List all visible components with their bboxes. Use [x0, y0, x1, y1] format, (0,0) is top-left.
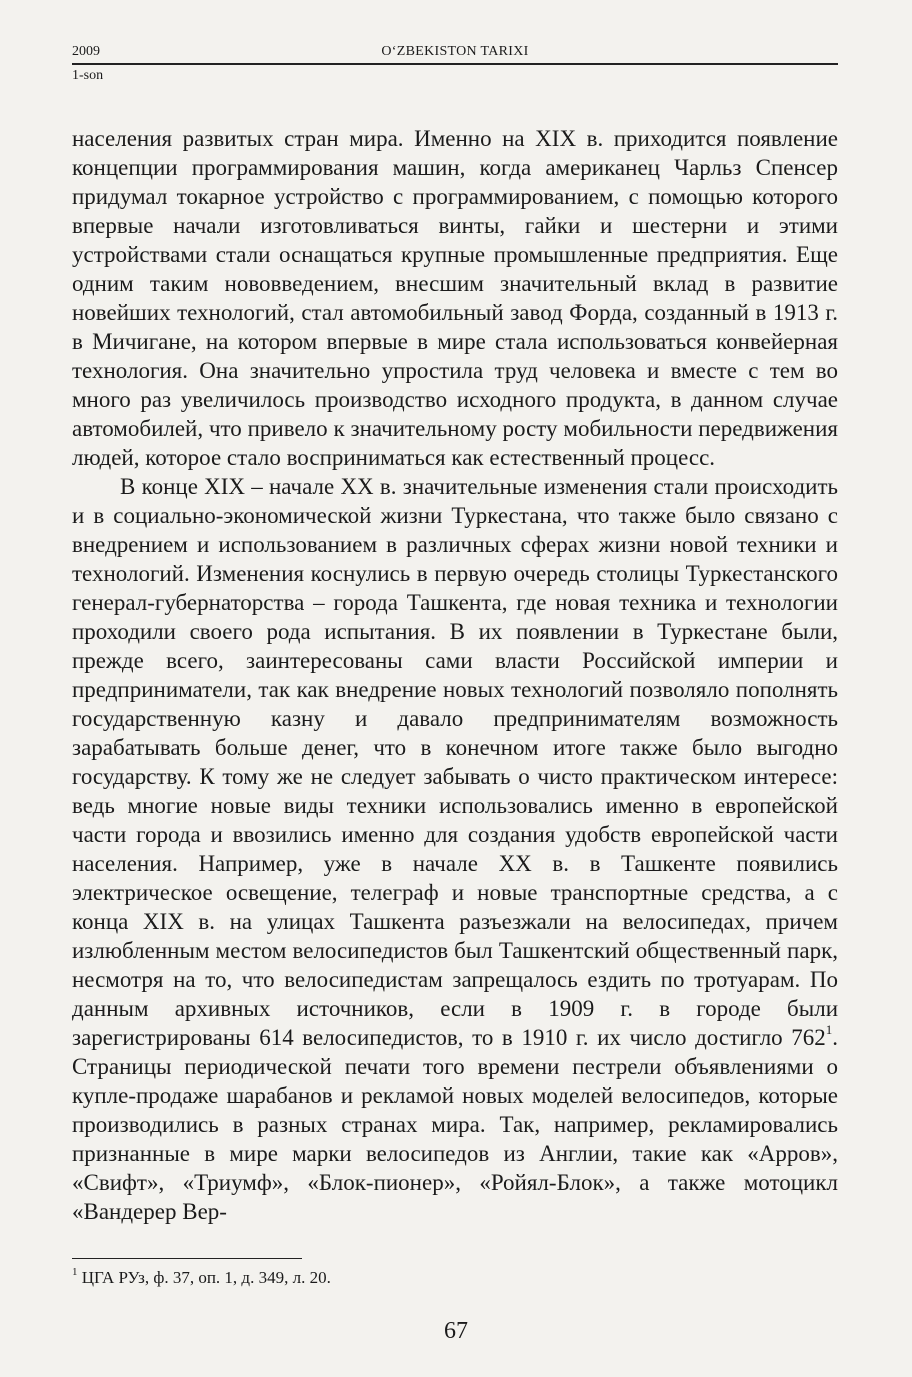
- paragraph-2-part-2: . Страницы периодической печати того времени пестрели объявлениями о купле-продаже шарабанов и рекламой новых моделей велосипедов, которые производились в разных странах мира. Так, например, рекламировались признанные в мире марки велосипедов из Англии, такие как «Арров», «Свифт», «Триумф», «Блок-пионер», «Ройял-Блок», а также мотоцикл «Вандерер Вер-: [72, 1025, 838, 1224]
- footnote-reference[interactable]: 1: [825, 1022, 833, 1038]
- footnote: [72, 1267, 838, 1289]
- journal-title: O‘ZBEKISTON TARIXI: [381, 44, 529, 59]
- header-year: 2009: [72, 44, 100, 59]
- footnote-text: ЦГА РУз, ф. 37, оп. 1, д. 349, л. 20.: [81, 1268, 331, 1287]
- footnote-rule: [72, 1258, 302, 1259]
- paragraph-1: населения развитых стран мира. Именно на XIX в. приходится появление концепции программирования машин, когда американец Чарльз Спенсер придумал токарное устройство с программированием, с помощью которого впервые начали изготовливаться винты, гайки и шестерни и этими устройствами стали оснащаться крупные промышленные предприятия. Еще одним таким нововведением, внесшим значительный вклад в развитие новейших технологий, стал автомобильный завод Форда, созданный в 1913 г. в Мичигане, на котором впервые в мире стала использоваться конвейерная технология. Она значительно упростила труд человека и вместе с тем во много раз увеличилось производство исходного продукта, в данном случае автомобилей, что привело к значительному росту мобильности передвижения людей, которое стало восприниматься как естественный процесс.: [72, 126, 838, 470]
- footnote-marker: 1: [72, 1266, 78, 1279]
- page-number: 67: [444, 1318, 468, 1344]
- main-text: [72, 124, 838, 1226]
- header-issue: 1-son: [72, 68, 104, 83]
- running-header: [72, 40, 838, 88]
- header-rule: [72, 63, 838, 65]
- paragraph-2: [72, 472, 838, 1226]
- paragraph-2-part-1: В конце XIX – начале XX в. значительные изменения стали происходить и в социально-экономической жизни Туркестана, что также было связано с внедрением и использованием в различных сферах жизни новой техники и технологий. Изменения коснулись в первую очередь столицы Туркестанского генерал-губернаторства – города Ташкента, где новая техника и технологии проходили своего рода испытания. В их появлении в Туркестане были, прежде всего, заинтересованы сами власти Российской империи и предприниматели, так как внедрение новых технологий позволяло пополнять государственную казну и давало предпринимателям возможность зарабатывать больше денег, что в конечном итоге также было выгодно государству. К тому же не следует забывать о чисто практическом интересе: ведь многие новые виды техники использовались именно в европейской части города и ввозились именно для создания удобств европейской части населения. Например, уже в начале XX в. в Ташкенте появились электрическое освещение, телеграф и новые транспортные средства, а с конца XIX в. на улицах Ташкента разъезжали на велосипедах, причем излюбленным местом велосипедистов был Ташкентский общественный парк, несмотря на то, что велосипедистам запрещалось ездить по тротуарам. По данным архивных источников, если в 1909 г. в городе были зарегистрированы 614 велосипедистов, то в 1910 г. их число достигло 762: [72, 474, 838, 1050]
